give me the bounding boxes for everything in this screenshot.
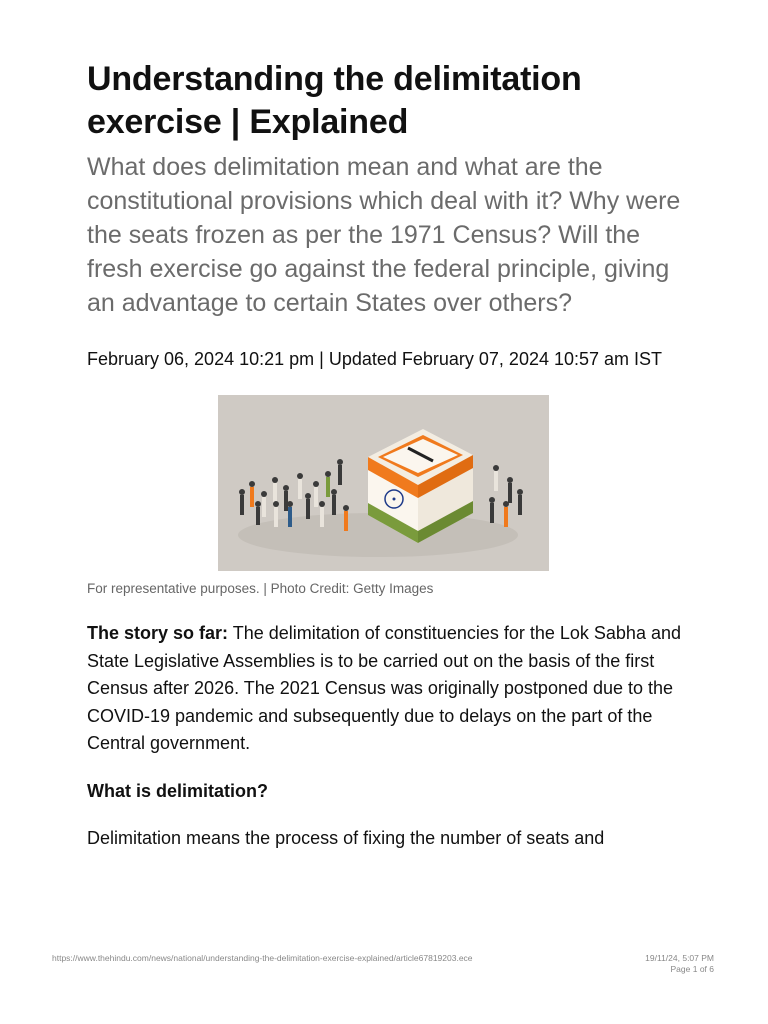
ballot-box-svg	[218, 395, 549, 571]
section-paragraph: Delimitation means the process of fixing the number of seats and	[87, 827, 605, 848]
ballot-box-illustration	[218, 395, 549, 571]
footer-meta	[645, 953, 714, 975]
article-subtitle: What does delimitation mean and what are the constitutional provisions which deal with it? Why were the seats frozen as per the 1971 Census? Will the fresh exercise go against the federal principle, giving an advantage to certain States over others?	[87, 153, 681, 317]
article-figure	[87, 395, 687, 598]
article-title: Understanding the delimitation exercise | Explained	[87, 60, 582, 141]
image-caption: For representative purposes. | Photo Credit: Getty Images	[87, 581, 434, 596]
story-text: The delimitation of constituencies for the Lok Sabha and State Legislative Assemblies is to be carried out on the basis of the first Census after 2026. The 2021 Census was originally postponed due to the COVID-19 pandemic and subsequently due to delays on the part of the Central government.	[87, 623, 681, 753]
story-label: The story so far:	[87, 623, 229, 643]
section-heading: What is delimitation?	[87, 780, 269, 801]
footer-page-number: Page 1 of 6	[670, 964, 714, 974]
footer-url[interactable]: https://www.thehindu.com/news/national/understanding-the-delimitation-exercise-explained/article67819203.ece	[52, 953, 473, 963]
article	[87, 58, 687, 852]
story-paragraph	[87, 620, 687, 758]
footer-timestamp: 19/11/24, 5:07 PM	[645, 953, 714, 963]
article-dateline: February 06, 2024 10:21 pm | Updated February 07, 2024 10:57 am IST	[87, 349, 663, 369]
